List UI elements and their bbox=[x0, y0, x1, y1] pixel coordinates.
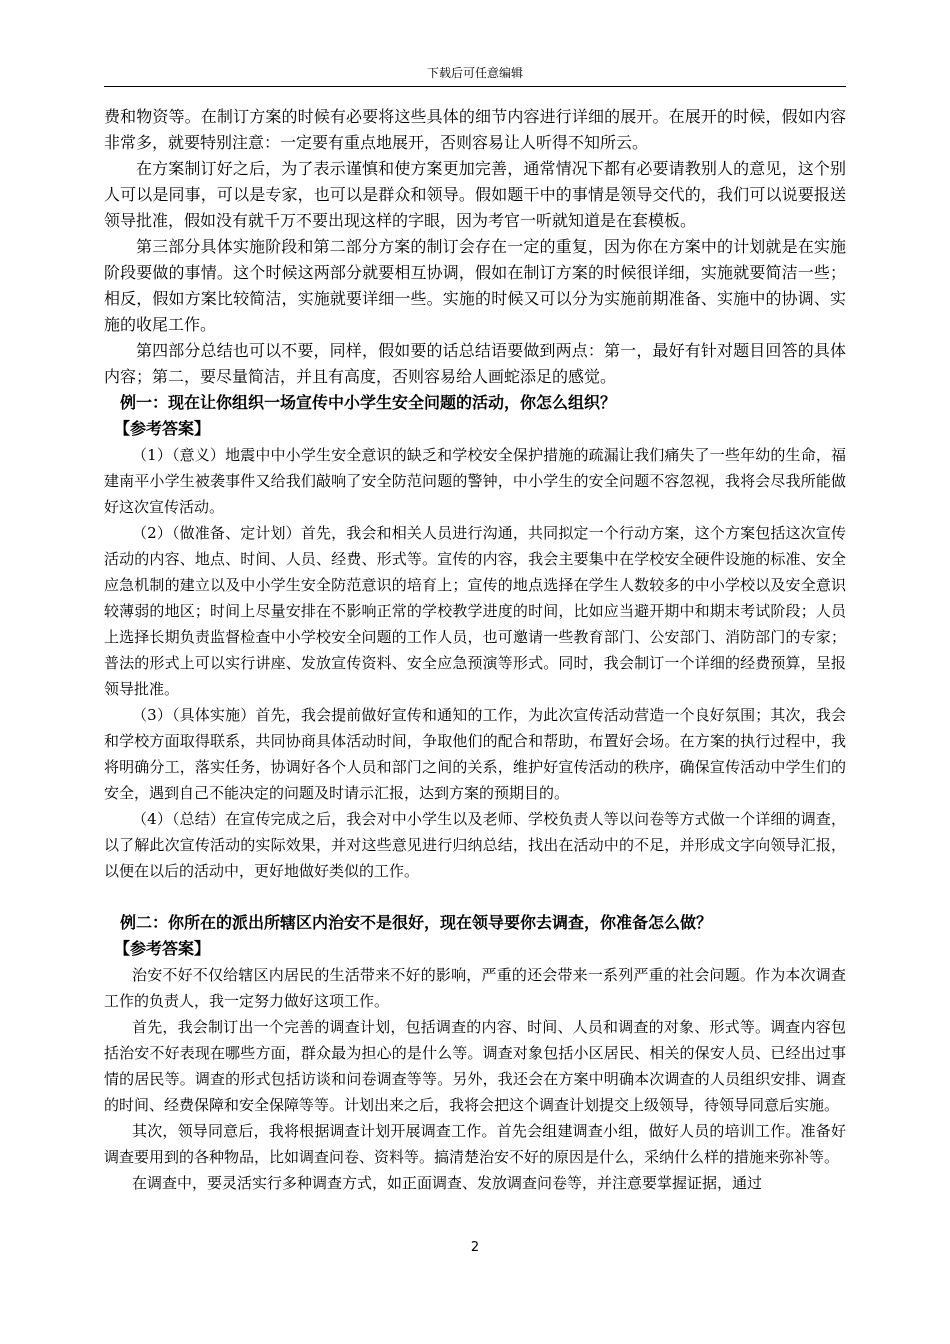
page-content bbox=[104, 104, 846, 1196]
example-2-answer-paragraph: 其次，领导同意后，我将根据调查计划开展调查工作。首先会组建调查小组，做好人员的培训工作。准备好调查要用到的各种物品，比如调查问卷、资料等。搞清楚治安不好的原因是什么，采纳什么样的措施来弥补等。 bbox=[104, 1122, 846, 1166]
body-paragraph: 费和物资等。在制订方案的时候有必要将这些具体的细节内容进行详细的展开。在展开的时候，假如内容非常多，就要特别注意：一定要有重点地展开，否则容易让人听得不知所云。 bbox=[104, 107, 846, 152]
page-header: 下载后可任意编辑 bbox=[426, 66, 523, 80]
body-paragraph: 第四部分总结也可以不要，同样，假如要的话总结语要做到两点：第一，最好有针对题目回答的具体内容；第二，要尽量简洁，并且有高度，否则容易给人画蛇添足的感觉。 bbox=[104, 341, 846, 386]
body-paragraph: 第三部分具体实施阶段和第二部分方案的制订会存在一定的重复，因为你在方案中的计划就是在实施阶段要做的事情。这个时候这两部分就要相互协调，假如在制订方案的时候很详细，实施就要简洁一些；相反，假如方案比较简洁，实施就要详细一些。实施的时候又可以分为实施前期准备、实施中的协调、实施的收尾工作。 bbox=[104, 237, 846, 334]
section-spacer bbox=[104, 884, 846, 910]
page-number: 2 bbox=[470, 1240, 480, 1255]
header-rule bbox=[104, 86, 846, 87]
body-paragraph: 在方案制订好之后，为了表示谨慎和使方案更加完善，通常情况下都有必要请教别人的意见，这个别人可以是同事，可以是专家，也可以是群众和领导。假如题干中的事情是领导交代的，我们可以说要报送领导批准，假如没有就千万不要出现这样的字眼，因为考官一听就知道是在套模板。 bbox=[104, 159, 846, 230]
example-1-answer-paragraph: （2）（做准备、定计划）首先，我会和相关人员进行沟通，共同拟定一个行动方案，这个方案包括这次宣传活动的内容、地点、时间、人员、经费、形式等。宣传的内容，我会主要集中在学校安全硬件设施的标准、安全应急机制的建立以及中小学生安全防范意识的培育上；宣传的地点选择在学生人数较多的中小学校以及安全意识较薄弱的地区；时间上尽量安排在不影响正常的学校教学进度的时间，比如应当避开期中和期末考试阶段；人员上选择长期负责监督检查中小学校安全问题的工作人员，也可邀请一些教育部门、公安部门、消防部门的专家；普法的形式上可以实行讲座、发放宣传资料、安全应急预演等形式。同时，我会制订一个详细的经费预算，呈报领导批准。 bbox=[104, 524, 846, 698]
example-1-answer-paragraph: （4）（总结）在宣传完成之后，我会对中小学生以及老师、学校负责人等以问卷等方式做一个详细的调查，以了解此次宣传活动的实际效果，并对这些意见进行归纳总结，找出在活动中的不足，并形成文字向领导汇报，以便在以后的活动中，更好地做好类似的工作。 bbox=[104, 810, 846, 880]
example-1-answer-paragraph: （3）（具体实施）首先，我会提前做好宣传和通知的工作，为此次宣传活动营造一个良好氛围；其次，我会和学校方面取得联系，共同协商具体活动时间，争取他们的配合和帮助，布置好会场。在方案的执行过程中，我将明确分工，落实任务，协调好各个人员和部门之间的关系，维护好宣传活动的秩序，确保宣传活动中学生们的安全，遇到自己不能决定的问题及时请示汇报，达到方案的预期目的。 bbox=[104, 706, 846, 802]
example-2-answer-paragraph: 在调查中，要灵活实行多种调查方式，如正面调查、发放调查问卷等，并注意要掌握证据，通过 bbox=[132, 1174, 763, 1192]
example-1-question: 例一：现在让你组织一场宣传中小学生安全问题的活动，你怎么组织？ bbox=[120, 393, 617, 412]
example-2-answer-label: 【参考答案】 bbox=[114, 939, 211, 958]
example-2-answer-paragraph: 治安不好不仅给辖区内居民的生活带来不好的影响，严重的还会带来一系列严重的社会问题。作为本次调查工作的负责人，我一定努力做好这项工作。 bbox=[104, 966, 846, 1010]
example-1-answer-paragraph: （1）（意义）地震中中小学生安全意识的缺乏和学校安全保护措施的疏漏让我们痛失了一些年幼的生命，福建南平小学生被袭事件又给我们敲响了安全防范问题的警钟，中小学生的安全问题不容忽视，我将会尽我所能做好这次宣传活动。 bbox=[104, 446, 846, 516]
example-2-question: 例二：你所在的派出所辖区内治安不是很好，现在领导要你去调查，你准备怎么做？ bbox=[120, 913, 713, 932]
example-2-answer-paragraph: 首先，我会制订出一个完善的调查计划，包括调查的内容、时间、人员和调查的对象、形式等。调查内容包括治安不好表现在哪些方面，群众最为担心的是什么等。调查对象包括小区居民、相关的保安人员、已经出过事情的居民等。调查的形式包括访谈和问卷调查等等。另外，我还会在方案中明确本次调查的人员组织安排、调查的时间、经费保障和安全保障等等。计划出来之后，我将会把这个调查计划提交上级领导，待领导同意后实施。 bbox=[104, 1018, 846, 1114]
example-1-answer-label: 【参考答案】 bbox=[114, 419, 211, 438]
